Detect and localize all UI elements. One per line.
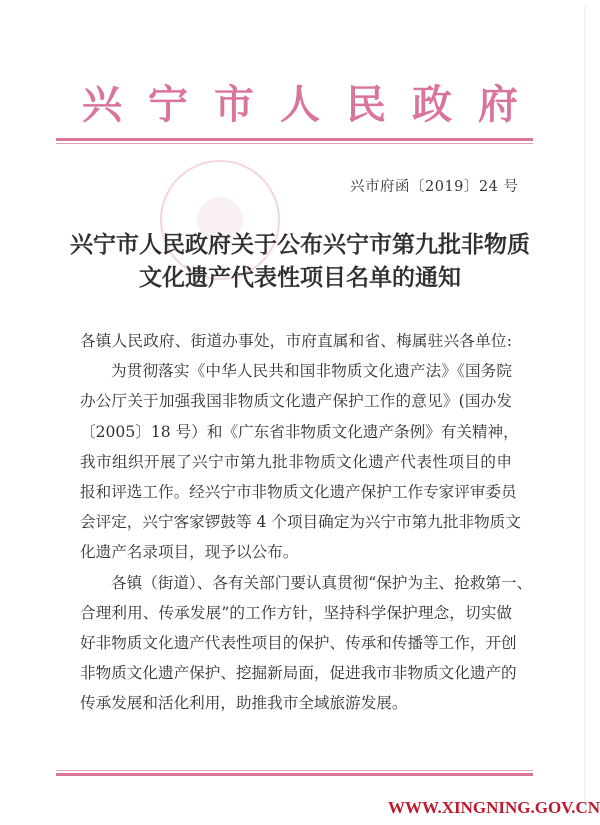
header-divider: [56, 138, 533, 144]
website-watermark: WWW.XINGNING.GOV.CN: [388, 798, 600, 817]
salutation: 各镇人民政府、街道办事处，市府直属和省、梅属驻兴各单位:: [80, 332, 512, 350]
body-line: 会评定，兴宁客家锣鼓等 4 个项目确定为兴宁市第九批非物质文: [80, 513, 521, 532]
body-line: 非物质文化遗产保护、挖掘新局面，促进我市非物质文化遗产的: [80, 664, 517, 683]
body-line: 化遗产名录项目，现予以公布。: [80, 543, 299, 562]
body-line: 办公厅关于加强我国非物质文化遗产保护工作的意见》(国办发: [80, 392, 512, 411]
masthead-char: 府: [478, 81, 518, 128]
masthead-char: 民: [346, 81, 386, 128]
title-line-2: 文化遗产代表性项目名单的通知: [139, 264, 461, 291]
body-line: 报和评选工作。经兴宁市非物质文化遗产保护工作专家评审委员: [80, 482, 517, 501]
masthead-char: 政: [412, 81, 452, 128]
body-line: 我市组织开展了兴宁市第九批非物质文化遗产代表性项目的申: [80, 452, 512, 471]
document-body: [80, 326, 533, 718]
document-title: [40, 228, 560, 294]
body-line: 〔2005〕18 号）和《广东省非物质文化遗产条例》有关精神，: [80, 422, 519, 441]
title-line-1: 兴宁市人民政府关于公布兴宁市第九批非物质: [70, 231, 530, 258]
page-edge: [584, 6, 586, 806]
document-number: 兴市府函〔2019〕24 号: [350, 179, 519, 195]
masthead-char: 市: [214, 81, 254, 128]
masthead-char: 兴: [82, 81, 122, 128]
body-line: 各镇（街道）、各有关部门要认真贯彻“保护为主、抢救第一、: [111, 573, 533, 592]
masthead-title: [60, 80, 540, 130]
body-line: 合理利用、传承发展”的工作方针，坚持科学保护理念，切实做: [80, 603, 512, 622]
body-line: 好非物质文化遗产代表性项目的保护、传承和传播等工作，开创: [80, 633, 517, 652]
footer-divider: [56, 770, 533, 776]
body-line: 为贯彻落实《中华人民共和国非物质文化遗产法》《国务院: [111, 362, 512, 381]
masthead-char: 人: [280, 81, 320, 128]
masthead-char: 宁: [148, 81, 188, 128]
body-line: 传承发展和活化利用，助推我市全域旅游发展。: [80, 694, 408, 713]
